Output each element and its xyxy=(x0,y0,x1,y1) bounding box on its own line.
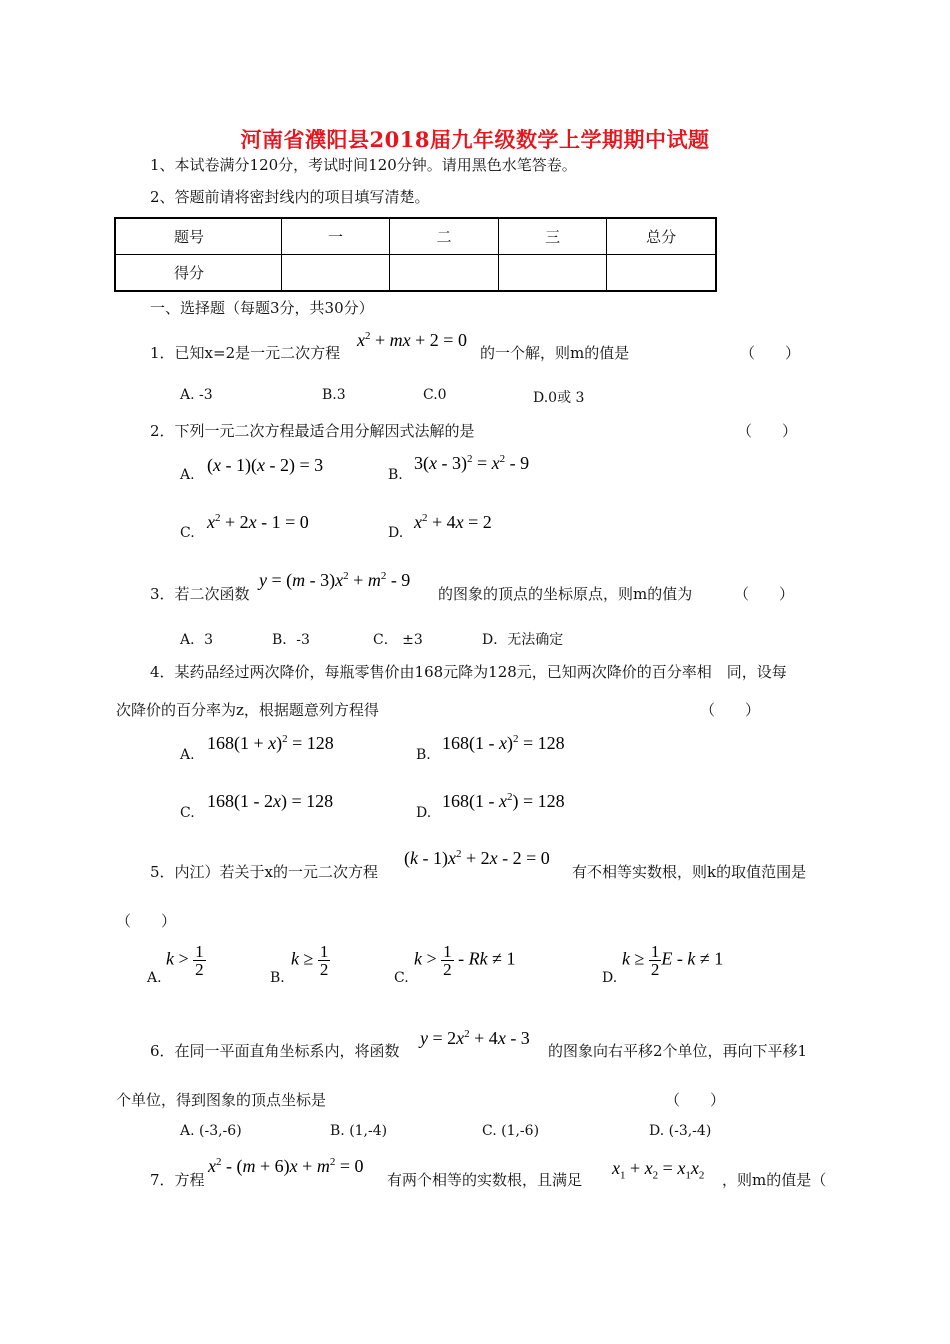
q4-label-d: D. xyxy=(416,805,432,821)
page-title: 河南省濮阳县2018届九年级数学上学期期中试题 xyxy=(240,127,710,152)
note-1: 1、本试卷满分120分，考试时间120分钟。请用黑色水笔答卷。 xyxy=(150,156,577,174)
answer-paren: （ ） xyxy=(116,912,177,930)
answer-paren: （ ） xyxy=(740,344,801,362)
score-table xyxy=(114,217,717,292)
q6-option-a: A. (-3,-6) xyxy=(180,1123,242,1139)
table-row xyxy=(115,218,716,255)
q6-text-line2: 个单位，得到图象的顶点坐标是 xyxy=(116,1091,327,1109)
q3-option-d: D．无法确定 xyxy=(482,632,564,648)
q5-option-b-math: k ≥ $\frac{1}{2}$ xyxy=(291,942,329,979)
q4-text-line2: 次降价的百分率为z，根据题意列方程得 xyxy=(116,701,379,719)
q6-option-b: B. (1,-4) xyxy=(330,1123,388,1139)
q5-text-post: 有不相等实数根，则k的取值范围是 xyxy=(572,863,807,881)
q4-equation-c: 168(1 - 2x) = 128 xyxy=(207,791,334,811)
q4-equation-a: $168(1 + x)^2 = 128$ xyxy=(207,733,334,753)
q6-text-pre: 6．在同一平面直角坐标系内，将函数 xyxy=(150,1042,400,1060)
q7-text-post: ，则m的值是（ xyxy=(722,1171,827,1189)
table-header-cell: 二 xyxy=(390,218,499,255)
q2-equation-a: (x - 1)(x - 2) = 3 xyxy=(207,455,324,475)
q3-text-post: 的图象的顶点的坐标原点，则m的值为 xyxy=(438,585,693,603)
q4-label-b: B. xyxy=(416,747,431,763)
q2-label-d: D. xyxy=(388,525,404,541)
answer-paren: （ ） xyxy=(700,701,761,719)
q1-text-pre: 1．已知x=2是一元二次方程 xyxy=(150,344,341,362)
q5-label-c: C. xyxy=(394,970,409,986)
table-header-cell: 题号 xyxy=(115,218,281,255)
q1-option-c: C.0 xyxy=(423,387,447,403)
q1-option-d: D.0或 3 xyxy=(533,390,585,406)
q2-label-a: A. xyxy=(180,467,195,483)
q3-text-pre: 3．若二次函数 xyxy=(150,585,250,603)
q1-option-a: A. -3 xyxy=(180,387,213,403)
q5-option-c-math: k > $\frac{1}{2}$ - Rk ≠ 1 xyxy=(414,942,516,979)
score-cell[interactable] xyxy=(498,255,607,292)
q7-equation: $x^2 - (m + 6)x + m^2 = 0$ xyxy=(208,1156,364,1176)
q1-option-b: B.3 xyxy=(322,387,346,403)
q2-equation-c: $x^2 + 2x - 1 = 0$ xyxy=(207,512,309,532)
table-row-label: 得分 xyxy=(115,255,281,292)
q7-text-pre: 7．方程 xyxy=(150,1171,205,1189)
q3-option-c: C． ±3 xyxy=(373,632,423,648)
answer-paren: （ ） xyxy=(734,585,795,603)
q6-option-c: C. (1,-6) xyxy=(482,1123,540,1139)
q6-equation: $y = 2x^2 + 4x - 3$ xyxy=(420,1028,530,1048)
q4-equation-d: $168(1 - x^2) = 128$ xyxy=(442,791,565,811)
q5-label-d: D. xyxy=(602,970,618,986)
q6-option-d: D. (-3,-4) xyxy=(649,1123,712,1139)
q5-option-d-math: k ≥ $\frac{1}{2}$ E - k ≠ 1 xyxy=(622,942,724,979)
q3-option-b: B．-3 xyxy=(272,632,310,648)
q4-equation-b: 168(1 - x)$^2$ = 128 xyxy=(442,733,565,753)
answer-paren: （ ） xyxy=(737,422,798,440)
q5-label-a: A. xyxy=(147,970,162,986)
q1-text-post: 的一个解，则m的值是 xyxy=(480,344,630,362)
q3-equation: $y = (m - 3)x^2 + m^2 - 9$ xyxy=(259,570,411,590)
q5-label-b: B. xyxy=(270,970,285,986)
q5-equation: $(k - 1)x^2 + 2x - 2 = 0$ xyxy=(404,848,550,868)
q2-text: 2．下列一元二次方程最适合用分解因式法解的是 xyxy=(150,422,475,440)
q7-text-mid: 有两个相等的实数根，且满足 xyxy=(387,1171,583,1189)
q1-equation: $x^2$ + mx + 2 = 0 xyxy=(357,330,467,350)
q2-label-b: B. xyxy=(388,467,403,483)
score-cell[interactable] xyxy=(390,255,499,292)
q5-text-pre: 5．内江）若关于x的一元二次方程 xyxy=(150,863,379,881)
q2-equation-b: $3(x - 3)^2 = x^2 - 9$ xyxy=(414,453,530,473)
q5-option-a-math: k > $\frac{1}{2}$ xyxy=(166,942,204,979)
q4-label-a: A. xyxy=(180,747,195,763)
q4-label-c: C. xyxy=(180,805,195,821)
table-row xyxy=(115,255,716,292)
answer-paren: （ ） xyxy=(665,1091,726,1109)
table-header-cell: 三 xyxy=(498,218,607,255)
q2-equation-d: $x^2 + 4x = 2$ xyxy=(414,512,492,532)
q6-text-post: 的图象向右平移2个单位，再向下平移1 xyxy=(548,1042,808,1060)
q4-text-line1: 4．某药品经过两次降价，每瓶零售价由168元降为128元，已知两次降价的百分率相 同，设每 xyxy=(150,663,787,681)
section-heading: 一、选择题（每题3分，共30分） xyxy=(150,299,374,317)
note-2: 2、答题前请将密封线内的项目填写清楚。 xyxy=(150,188,430,206)
q7-condition: $x_1 + x_2 = x_1x_2$ xyxy=(612,1158,705,1182)
table-header-cell: 一 xyxy=(281,218,390,255)
q2-label-c: C. xyxy=(180,525,195,541)
score-cell[interactable] xyxy=(607,255,716,292)
score-cell[interactable] xyxy=(281,255,390,292)
q3-option-a: A．3 xyxy=(180,632,214,648)
table-header-cell: 总分 xyxy=(607,218,716,255)
